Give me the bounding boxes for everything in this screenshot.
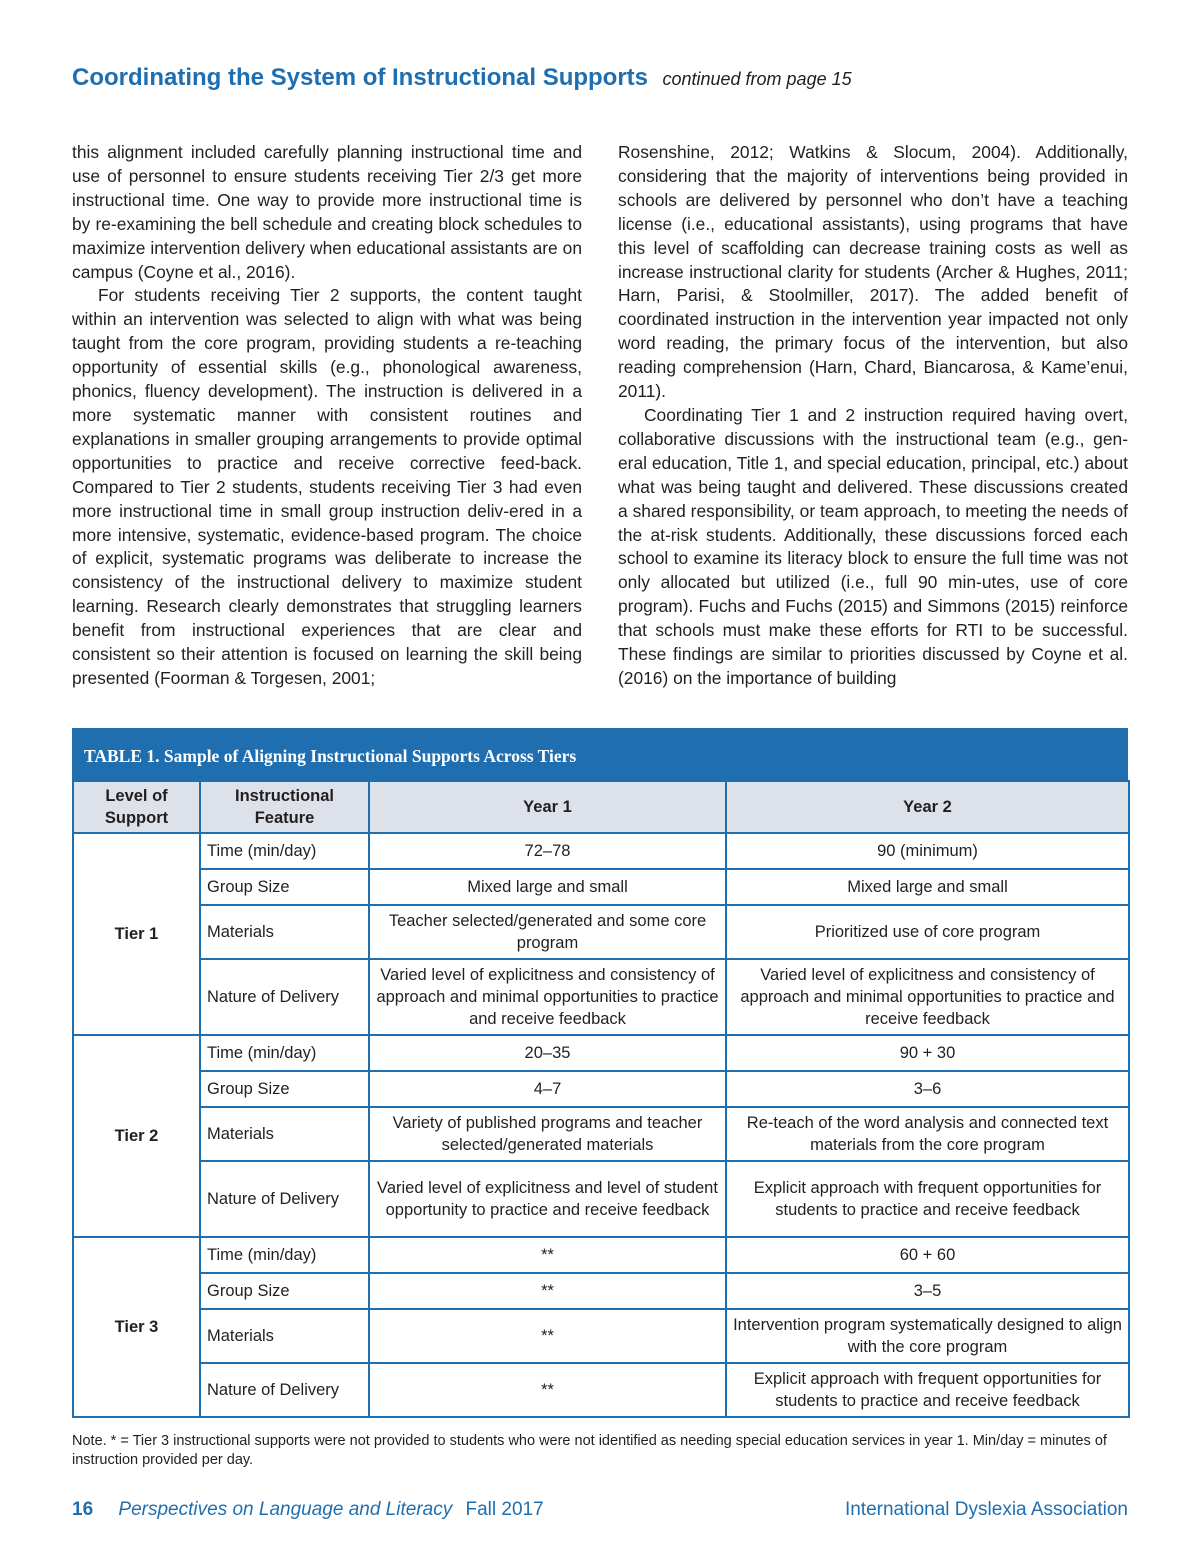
issue-label: Fall 2017 xyxy=(465,1499,544,1520)
table-note: Note. * = Tier 3 instructional supports were not provided to students who were not identified as needing special education services in year 1. Min/day = minutes of instruction provided per day. xyxy=(72,1433,1107,1468)
table-row xyxy=(73,1273,1129,1309)
year1-cell: Varied level of explicitness and level of student opportunity to practice and receive feedback xyxy=(369,1161,726,1237)
year2-cell: 3–6 xyxy=(726,1071,1129,1107)
table-row xyxy=(73,1161,1129,1237)
table-row xyxy=(73,869,1129,905)
table-caption: TABLE 1. Sample of Aligning Instructional Supports Across Tiers xyxy=(72,728,1128,780)
feature-cell: Group Size xyxy=(200,869,369,905)
year2-cell: 3–5 xyxy=(726,1273,1129,1309)
body-column-left xyxy=(72,141,582,691)
year2-cell: Intervention program systematically designed to align with the core program xyxy=(726,1309,1129,1363)
body-column-right xyxy=(618,141,1128,691)
supports-table xyxy=(72,780,1130,1418)
year2-cell: Explicit approach with frequent opportunities for students to practice and receive feedback xyxy=(726,1161,1129,1237)
tier-label: Tier 2 xyxy=(73,1035,200,1237)
feature-cell: Nature of Delivery xyxy=(200,959,369,1035)
paragraph: this alignment included carefully planning instructional time and use of personnel to ensure students receiving Tier 2/3 get more instructional time. One way to provide more instructional time is by re-examining the bell schedule and creating block schedules to maximize intervention delivery when educational assistants are on campus (Coyne et al., 2016). xyxy=(72,142,582,282)
year2-cell: Re-teach of the word analysis and connected text materials from the core program xyxy=(726,1107,1129,1161)
table-row xyxy=(73,833,1129,869)
year2-cell: Prioritized use of core program xyxy=(726,905,1129,959)
organization-name: International Dyslexia Association xyxy=(844,1499,1128,1520)
year1-cell: ** xyxy=(369,1273,726,1309)
feature-cell: Group Size xyxy=(200,1273,369,1309)
year1-cell: Varied level of explicitness and consistency of approach and minimal opportunities to practice and receive feedback xyxy=(369,959,726,1035)
year1-cell: 20–35 xyxy=(369,1035,726,1071)
table-row xyxy=(73,905,1129,959)
paragraph: For students receiving Tier 2 supports, the content taught within an intervention was selected to align with what was being taught from the core program, providing students a re-teaching opportunity of essential skills (e.g., phonological awareness, phonics, fluency development). The instruction is delivered in a more systematic manner with consistent routines and explanations in smaller grouping arrangements to provide optimal opportunities to practice and receive corrective feed-back. Compared to Tier 2 students, students receiving Tier 3 had even more instructional time in small group instruction deliv-ered in a more intensive, systematic, evidence-based program. The choice of explicit, systematic programs was deliberate to increase the consistency of the instructional delivery to maximize student learning. Research clearly demonstrates that struggling learners benefit from instructional experiences that are clear and consistent so their attention is focused on learning the skill being presented (Foorman & Torgesen, 2001; xyxy=(72,285,582,688)
feature-cell: Materials xyxy=(200,1107,369,1161)
header-instructional-feature: Instructional Feature xyxy=(200,781,369,833)
page-number: 16 xyxy=(72,1499,94,1520)
table-row xyxy=(73,1107,1129,1161)
journal-title: Perspectives on Language and Literacy xyxy=(118,1499,453,1520)
year2-cell: 60 + 60 xyxy=(726,1237,1129,1273)
feature-cell: Materials xyxy=(200,1309,369,1363)
year2-cell: Mixed large and small xyxy=(726,869,1129,905)
year2-cell: 90 (minimum) xyxy=(726,833,1129,869)
article-title: Coordinating the System of Instructional Supports xyxy=(72,64,649,91)
table-header-row xyxy=(73,781,1129,833)
year1-cell: ** xyxy=(369,1363,726,1417)
table-row xyxy=(73,1237,1129,1273)
continued-note: continued from page 15 xyxy=(662,69,852,89)
table-1 xyxy=(72,728,1128,1418)
feature-cell: Time (min/day) xyxy=(200,1237,369,1273)
page-footer xyxy=(72,1499,1128,1525)
table-row xyxy=(73,1363,1129,1417)
tier-label: Tier 1 xyxy=(73,833,200,1035)
table-row xyxy=(73,1071,1129,1107)
feature-cell: Nature of Delivery xyxy=(200,1363,369,1417)
header-year-2: Year 2 xyxy=(726,781,1129,833)
year1-cell: 4–7 xyxy=(369,1071,726,1107)
year1-cell: Teacher selected/generated and some core program xyxy=(369,905,726,959)
header-year-1: Year 1 xyxy=(369,781,726,833)
feature-cell: Time (min/day) xyxy=(200,1035,369,1071)
feature-cell: Nature of Delivery xyxy=(200,1161,369,1237)
year2-cell: Varied level of explicitness and consistency of approach and minimal opportunities to practice and receive feedback xyxy=(726,959,1129,1035)
year2-cell: Explicit approach with frequent opportunities for students to practice and receive feedback xyxy=(726,1363,1129,1417)
table-row xyxy=(73,1035,1129,1071)
paragraph: Coordinating Tier 1 and 2 instruction required having overt, collaborative discussions with the instructional team (e.g., gen-eral education, Title 1, and special education, principal, etc.) about what was being taught and delivered. These discussions created a shared responsibility, or team approach, to meeting the needs of the at-risk students. Additionally, these discussions forced each school to examine its literacy block to ensure the full time was not only allocated but utilized (i.e., full 90 min-utes, use of core program). Fuchs and Fuchs (2015) and Simmons (2015) reinforce that schools must make these efforts for RTI to be successful. These findings are similar to priorities discussed by Coyne et al. (2016) on the importance of building xyxy=(618,404,1128,688)
paragraph: Rosenshine, 2012; Watkins & Slocum, 2004). Additionally, considering that the majority of interventions being provided in schools are delivered by personnel who don’t have a teaching license (i.e., educational assistants), using programs that have this level of scaffolding can decrease training costs as well as increase instructional clarity for students (Archer & Hughes, 2011; Harn, Parisi, & Stoolmiller, 2017). The added benefit of coordinated instruction in the intervention year impacted not only word reading, the primary focus of the intervention, but also reading comprehension (Harn, Chard, Biancarosa, & Kame’enui, 2011). xyxy=(618,142,1128,402)
page-header xyxy=(72,64,1132,92)
year2-cell: 90 + 30 xyxy=(726,1035,1129,1071)
table-row xyxy=(73,959,1129,1035)
year1-cell: ** xyxy=(369,1237,726,1273)
feature-cell: Group Size xyxy=(200,1071,369,1107)
feature-cell: Time (min/day) xyxy=(200,833,369,869)
year1-cell: Mixed large and small xyxy=(369,869,726,905)
table-row xyxy=(73,1309,1129,1363)
year1-cell: 72–78 xyxy=(369,833,726,869)
year1-cell: Variety of published programs and teacher selected/generated materials xyxy=(369,1107,726,1161)
tier-label: Tier 3 xyxy=(73,1237,200,1417)
feature-cell: Materials xyxy=(200,905,369,959)
year1-cell: ** xyxy=(369,1309,726,1363)
header-level-of-support: Level of Support xyxy=(73,781,200,833)
